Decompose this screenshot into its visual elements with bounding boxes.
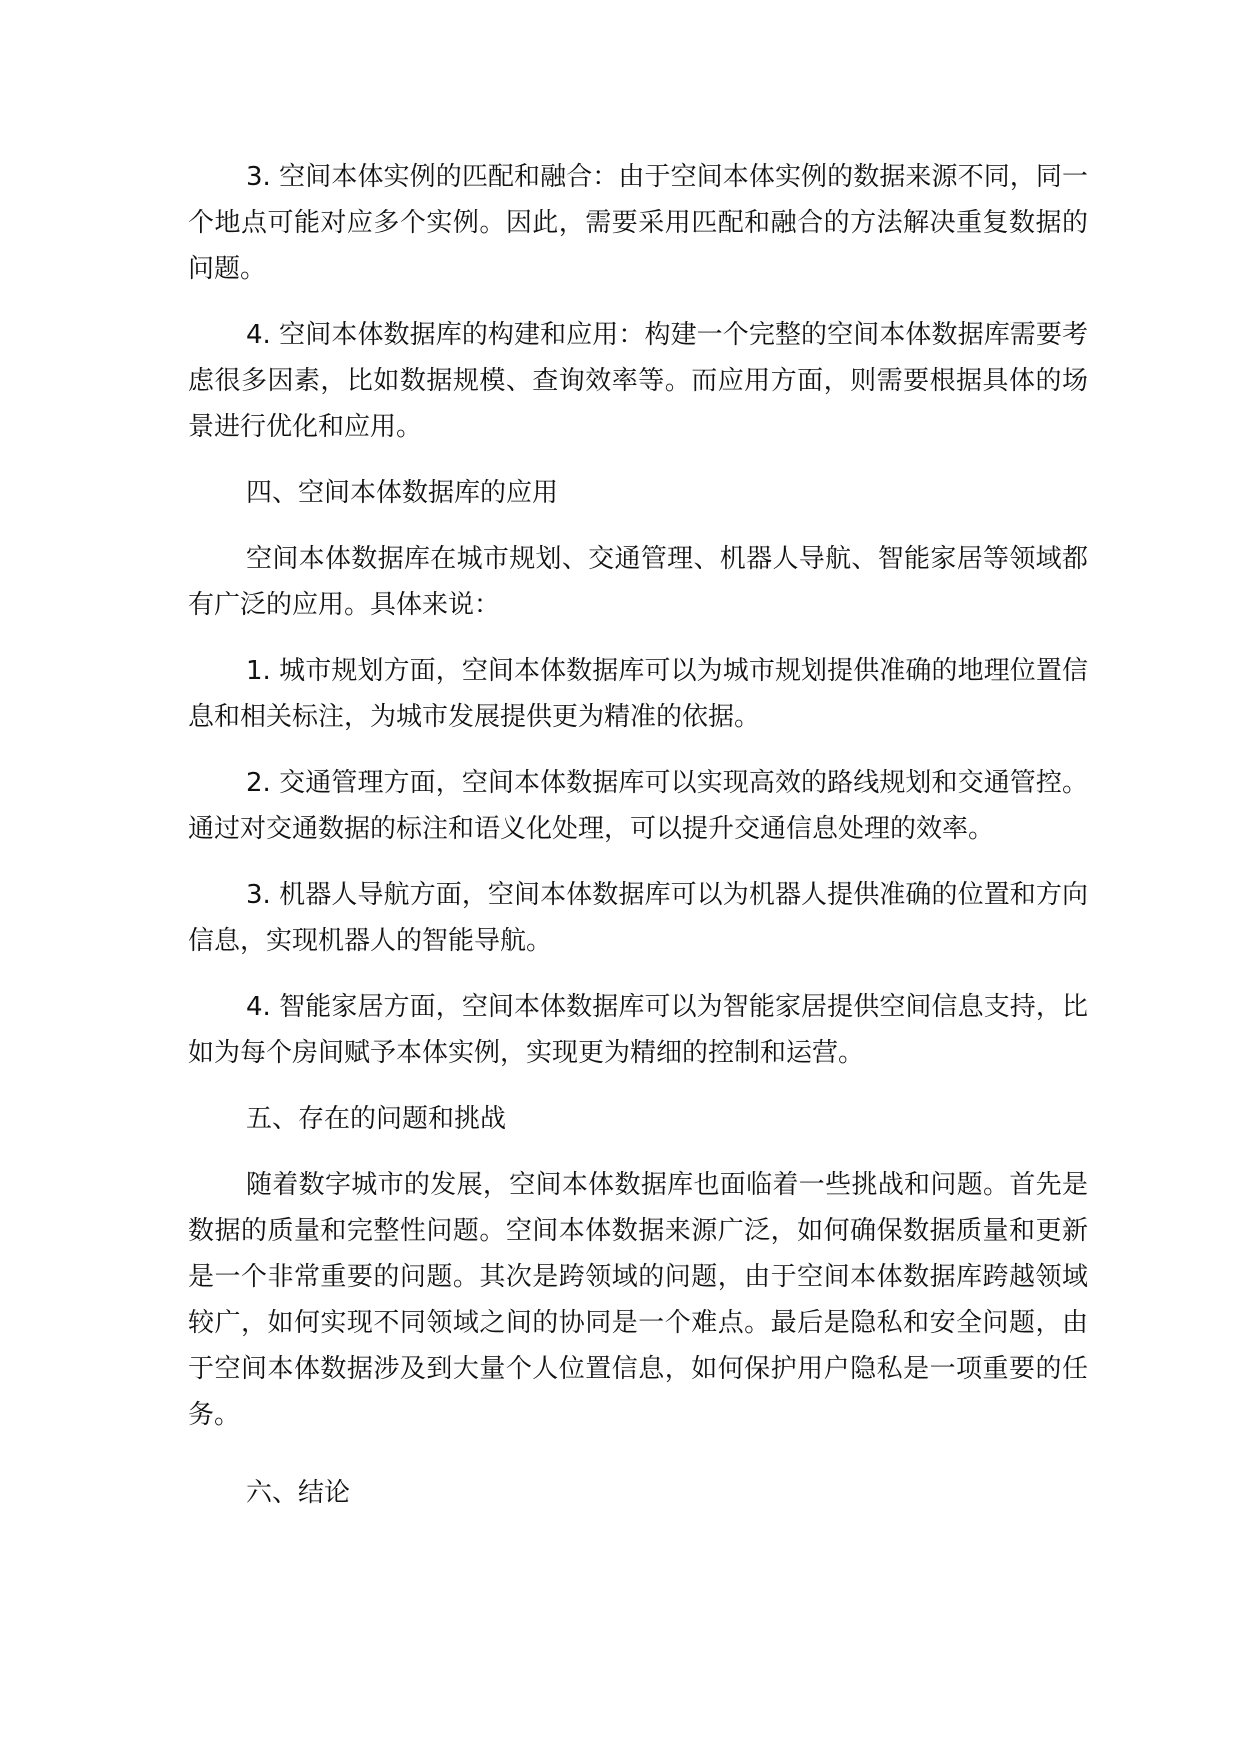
section-heading-challenges: 五、存在的问题和挑战 [246, 1104, 507, 1134]
document-body [188, 154, 1088, 1536]
paragraph-urban-planning: 1. 城市规划方面，空间本体数据库可以为城市规划提供准确的地理位置信息和相关标注，为城市发展提供更为精准的依据。 [188, 656, 1088, 732]
paragraph-smart-home: 4. 智能家居方面，空间本体数据库可以为智能家居提供空间信息支持，比如为每个房间赋予本体实例，实现更为精细的控制和运营。 [188, 992, 1088, 1068]
paragraph-robot-navigation: 3. 机器人导航方面，空间本体数据库可以为机器人提供准确的位置和方向信息，实现机器人的智能导航。 [188, 880, 1088, 956]
paragraph-instance-matching: 3. 空间本体实例的匹配和融合：由于空间本体实例的数据来源不同，同一个地点可能对应多个实例。因此，需要采用匹配和融合的方法解决重复数据的问题。 [188, 162, 1088, 284]
paragraph-challenges: 随着数字城市的发展，空间本体数据库也面临着一些挑战和问题。首先是数据的质量和完整性问题。空间本体数据来源广泛，如何确保数据质量和更新是一个非常重要的问题。其次是跨领域的问题，由于空间本体数据库跨越领域较广，如何实现不同领域之间的协同是一个难点。最后是隐私和安全问题，由于空间本体数据涉及到大量个人位置信息，如何保护用户隐私是一项重要的任务。 [188, 1170, 1088, 1430]
paragraph-traffic-management: 2. 交通管理方面，空间本体数据库可以实现高效的路线规划和交通管控。通过对交通数据的标注和语义化处理，可以提升交通信息处理的效率。 [188, 768, 1088, 844]
section-heading-conclusion: 六、结论 [246, 1478, 351, 1508]
section-heading-applications: 四、空间本体数据库的应用 [246, 478, 559, 508]
paragraph-database-construction: 4. 空间本体数据库的构建和应用：构建一个完整的空间本体数据库需要考虑很多因素，比如数据规模、查询效率等。而应用方面，则需要根据具体的场景进行优化和应用。 [188, 320, 1088, 442]
paragraph-applications-intro: 空间本体数据库在城市规划、交通管理、机器人导航、智能家居等领域都有广泛的应用。具体来说： [188, 544, 1088, 620]
